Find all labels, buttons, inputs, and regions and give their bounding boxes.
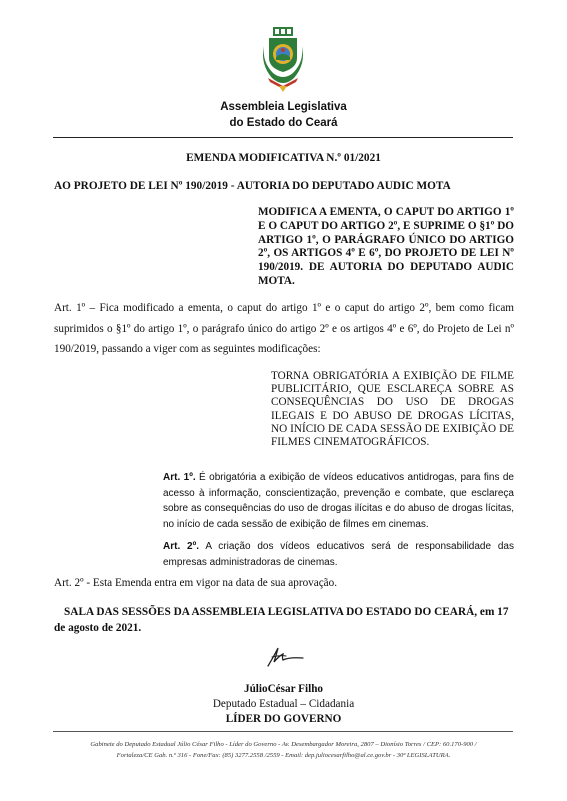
document-subtitle: AO PROJETO DE LEI Nº 190/2019 - AUTORIA DO DEPUTADO AUDIC MOTA (54, 180, 451, 192)
article-1-paragraph: Art. 1º – Fica modificado a ementa, o caput do artigo 1º e o caput do artigo 2º, bem como ficam suprimidos o §1º do artigo 1º, o parágrafo único do artigo 2º e os artigos 4º e 6º, do Projeto de Lei nº 190/2019, passando a viger com as seguintes modificações: (54, 302, 514, 355)
handwritten-signature (262, 644, 310, 670)
article-2-paragraph: Art. 2º - Esta Emenda entra em vigor na data de sua aprovação. (54, 577, 338, 589)
signer-role: Deputado Estadual – Cidadania (212, 698, 355, 710)
footer-address (0, 739, 567, 761)
signature-block (0, 682, 567, 727)
quoted-article-2 (163, 539, 514, 570)
footer-line-1: Gabinete do Deputado Estadual Júlio César Filho - Líder do Governo - Av. Desembargador Moreira, 2807 – Dionísio Torres / CEP: 60.170-900 / (90, 741, 477, 748)
institution-line-2: do Estado do Ceará (229, 117, 338, 129)
ementa-paragraph: MODIFICA A EMENTA, O CAPUT DO ARTIGO 1º E O CAPUT DO ARTIGO 2º, E SUPRIME O §1º DO ARTIGO 1º, O PARÁGRAFO ÚNICO DO ARTIGO 2º, OS ARTIGOS 4º E 6º, DO PROJETO DE LEI Nº 190/2019. DE AUTORIA DO DEPUTADO AUDIC MOTA. (258, 206, 514, 287)
footer-divider (53, 731, 513, 732)
institution-name (0, 99, 567, 131)
quoted-article-1 (163, 470, 514, 532)
quoted-article-1-text: É obrigatória a exibição de vídeos educativos antidrogas, para fins de acesso à informação, conscientização, prevenção e combate, que esclareça sobre as consequências do uso de drogas ilícitas e do abuso de drogas lícitas, no início de cada sessão de exibição de filmes em cinemas. (163, 472, 514, 530)
header-divider (53, 137, 513, 138)
quoted-article-1-label: Art. 1º. (163, 472, 196, 483)
quoted-article-2-label: Art. 2º. (163, 541, 200, 552)
state-seal-logo (260, 26, 306, 94)
signer-name: JúlioCésar Filho (243, 683, 324, 695)
footer-line-2: Fortaleza/CE Gab. n.º 316 - Fone/Fax: (85) 3277.2558 /2559 - Email: dep.juliocesarfilho@al.ce.gov.br - 30ª LEGISLATURA. (116, 752, 451, 759)
document-title: EMENDA MODIFICATIVA N.º 01/2021 (186, 152, 381, 164)
signer-position: LÍDER DO GOVERNO (225, 713, 342, 725)
quoted-ementa: TORNA OBRIGATÓRIA A EXIBIÇÃO DE FILME PUBLICITÁRIO, QUE ESCLAREÇA SOBRE AS CONSEQUÊNCIAS DO USO DE DROGAS ILEGAIS E DO ABUSO DE DROGAS LÍCITAS, NO INÍCIO DE CADA SESSÃO DE EXIBIÇÃO DE FILMES CINEMATOGRÁFICOS. (271, 370, 514, 449)
quoted-article-2-text: A criação dos vídeos educativos será de responsabilidade das empresas administradoras de cinemas. (163, 541, 514, 568)
institution-line-1: Assembleia Legislativa (220, 101, 347, 113)
session-statement: SALA DAS SESSÕES DA ASSEMBLEIA LEGISLATIVA DO ESTADO DO CEARÁ, em 17 de agosto de 2021. (54, 606, 509, 634)
